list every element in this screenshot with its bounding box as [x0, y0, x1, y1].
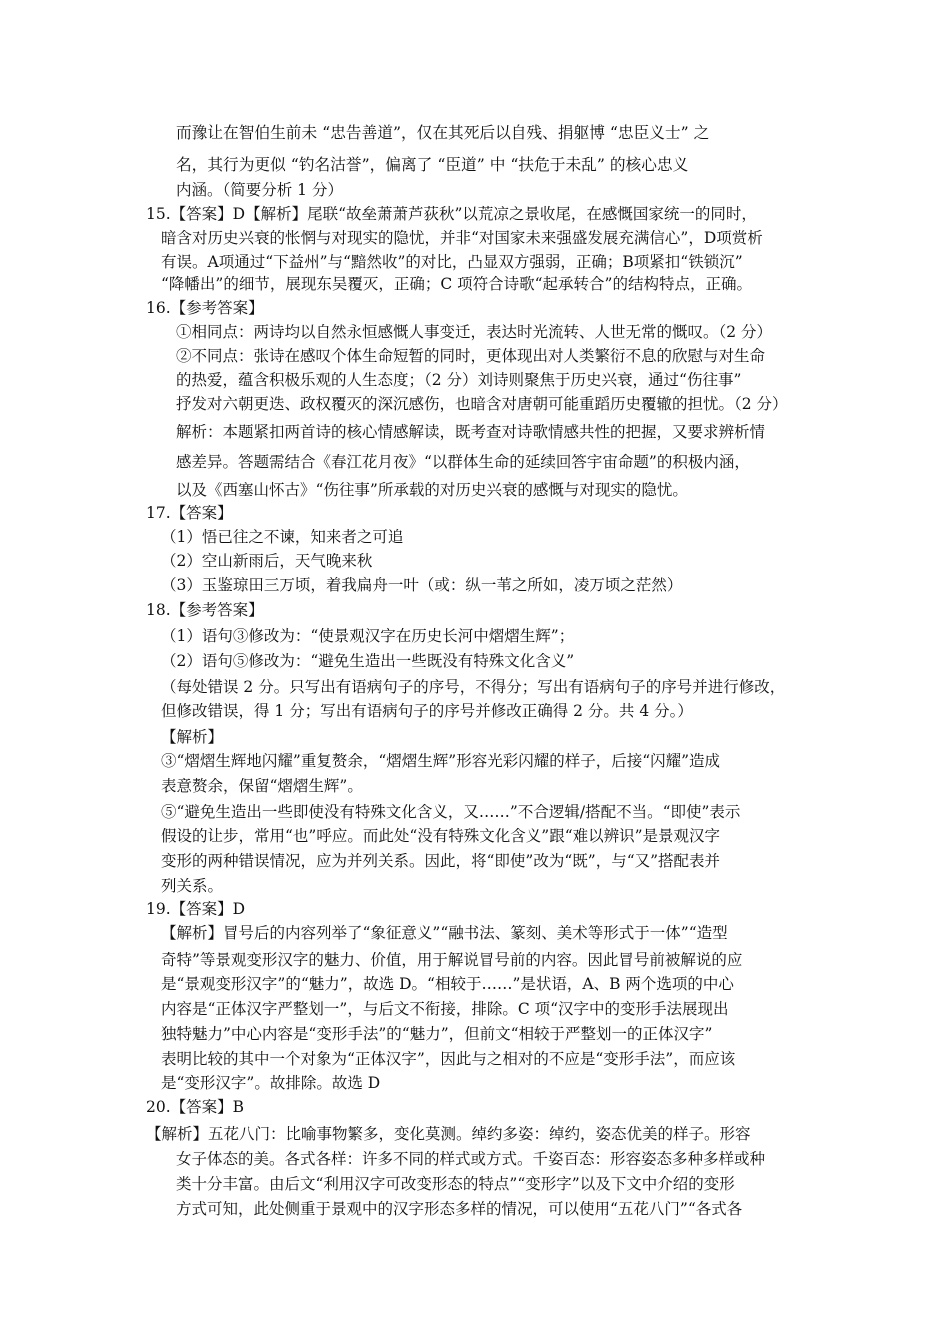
text-line: “降幡出”的细节，展现东吴覆灭，正确；C 项符合诗歌“起承转合”的结构特点，正确。: [161, 275, 752, 293]
text-line: ①相同点：两诗均以自然永恒感慨人事变迁，表达时光流转、人世无常的慨叹。（2 分）: [176, 323, 773, 341]
text-line: （2）语句⑤修改为：“避免生造出一些既没有特殊文化含义”: [161, 652, 575, 670]
text-line: 是“变形汉字”。故排除。故选 D: [161, 1074, 381, 1092]
text-line: 暗含对历史兴衰的怅惘与对现实的隐忧，并非“对国家未来强盛发展充满信心”，D项赏析: [161, 229, 763, 247]
text-line: 的热爱，蕴含积极乐观的人生态度；（2 分）刘诗则聚焦于历史兴衰，通过“伤往事”: [176, 371, 742, 389]
text-line: 表意赘余，保留“熠熠生辉”。: [161, 777, 363, 795]
text-line: 以及《西塞山怀古》“伤往事”所承载的对历史兴衰的感慨与对现实的隐忧。: [176, 481, 688, 499]
text-line: 列关系。: [161, 877, 224, 895]
text-line: 但修改错误，得 1 分；写出有语病句子的序号并修改正确得 2 分。共 4 分。）: [161, 702, 693, 720]
text-line: 表明比较的其中一个对象为“正体汉字”，因此与之相对的不应是“变形手法”，而应该: [161, 1050, 736, 1068]
text-line: ③“熠熠生辉地闪耀”重复赘余，“熠熠生辉”形容光彩闪耀的样子，后接“闪耀”造成: [161, 752, 721, 770]
text-line: 【解析】冒号后的内容列举了“象征意义”“融书法、篆刻、美术等形式于一体”“造型: [161, 924, 728, 942]
text-line: ⑤“避免生造出一些即使没有特殊文化含义，又……”不合逻辑/搭配不当。“即使”表示: [161, 803, 741, 821]
text-line: 20.【答案】B: [146, 1098, 245, 1116]
text-line: 内涵。（简要分析 1 分）: [176, 181, 343, 199]
text-line: 是“景观变形汉字”的“魅力”，故选 D。“相较于……”是状语，A、B 两个选项的中心: [161, 975, 734, 993]
text-line: （1）语句③修改为：“使景观汉字在历史长河中熠熠生辉”；: [161, 627, 575, 645]
text-line: 而豫让在智伯生前未 “忠告善道”，仅在其死后以自残、捐躯博 “忠臣义士” 之: [176, 123, 710, 142]
text-line: （3）玉鉴琼田三万顷，着我扁舟一叶（或：纵一苇之所如，凌万顷之茫然）: [161, 576, 683, 594]
text-line: 19.【答案】D: [146, 900, 246, 918]
text-line: 15.【答案】D【解析】尾联“故垒萧萧芦荻秋”以荒凉之景收尾，在感慨国家统一的同时，: [146, 205, 757, 223]
text-line: 方式可知，此处侧重于景观中的汉字形态多样的情况，可以使用“五花八门”“各式各: [176, 1200, 743, 1218]
text-line: 解析：本题紧扣两首诗的核心情感解读，既考查对诗歌情感共性的把握，又要求辨析情: [176, 423, 766, 441]
text-line: 18.【参考答案】: [146, 601, 264, 619]
text-line: 奇特”等景观变形汉字的魅力、价值，用于解说冒号前的内容。因此冒号前被解说的应: [161, 951, 743, 969]
text-line: 类十分丰富。由后文“利用汉字可改变形态的特点”“变形字”以及下文中介绍的变形: [176, 1175, 735, 1193]
text-line: 独特魅力”中心内容是“变形手法”的“魅力”，但前文“相较于严整划一的正体汉字”: [161, 1025, 713, 1043]
text-line: 16.【参考答案】: [146, 299, 264, 317]
text-line: 女子体态的美。各式各样：许多不同的样式或方式。千姿百态：形容姿态多种多样或种: [176, 1150, 766, 1168]
text-line: 假设的让步，常用“也”呼应。而此处“没有特殊文化含义”跟“难以辨识”是景观汉字: [161, 827, 721, 845]
text-line: （2）空山新雨后，天气晚来秋: [161, 552, 373, 570]
text-line: 【解析】: [161, 728, 224, 746]
text-line: 抒发对六朝更迭、政权覆灭的深沉感伤，也暗含对唐朝可能重蹈历史覆辙的担忧。（2 分）: [176, 395, 788, 413]
text-line: 变形的两种错误情况，应为并列关系。因此，将“即使”改为“既”，与“又”搭配表并: [161, 852, 721, 870]
text-line: 名，其行为更似 “钓名沽誉”，偏离了 “臣道” 中 “扶危于未乱” 的核心忠义: [176, 155, 689, 174]
text-line: ②不同点：张诗在感叹个体生命短暂的同时，更体现出对人类繁衍不息的欣慰与对生命: [176, 347, 766, 365]
text-line: 感差异。答题需结合《春江花月夜》“以群体生命的延续回答宇宙命题”的积极内涵，: [176, 453, 750, 471]
text-line: （每处错误 2 分。只写出有语病句子的序号，不得分；写出有语病句子的序号并进行修改，: [161, 678, 786, 696]
text-line: 有误。A项通过“下益州”与“黯然收”的对比，凸显双方强弱，正确；B项紧扣“铁锁沉”: [161, 253, 743, 271]
text-line: 内容是“正体汉字严整划一”，与后文不衔接，排除。C 项“汉字中的变形手法展现出: [161, 1000, 729, 1018]
text-line: 17.【答案】: [146, 504, 233, 522]
text-line: （1）悟已往之不谏，知来者之可追: [161, 528, 404, 546]
text-line: 【解析】五花八门：比喻事物繁多，变化莫测。绰约多姿：绰约，姿态优美的样子。形容: [146, 1125, 751, 1143]
